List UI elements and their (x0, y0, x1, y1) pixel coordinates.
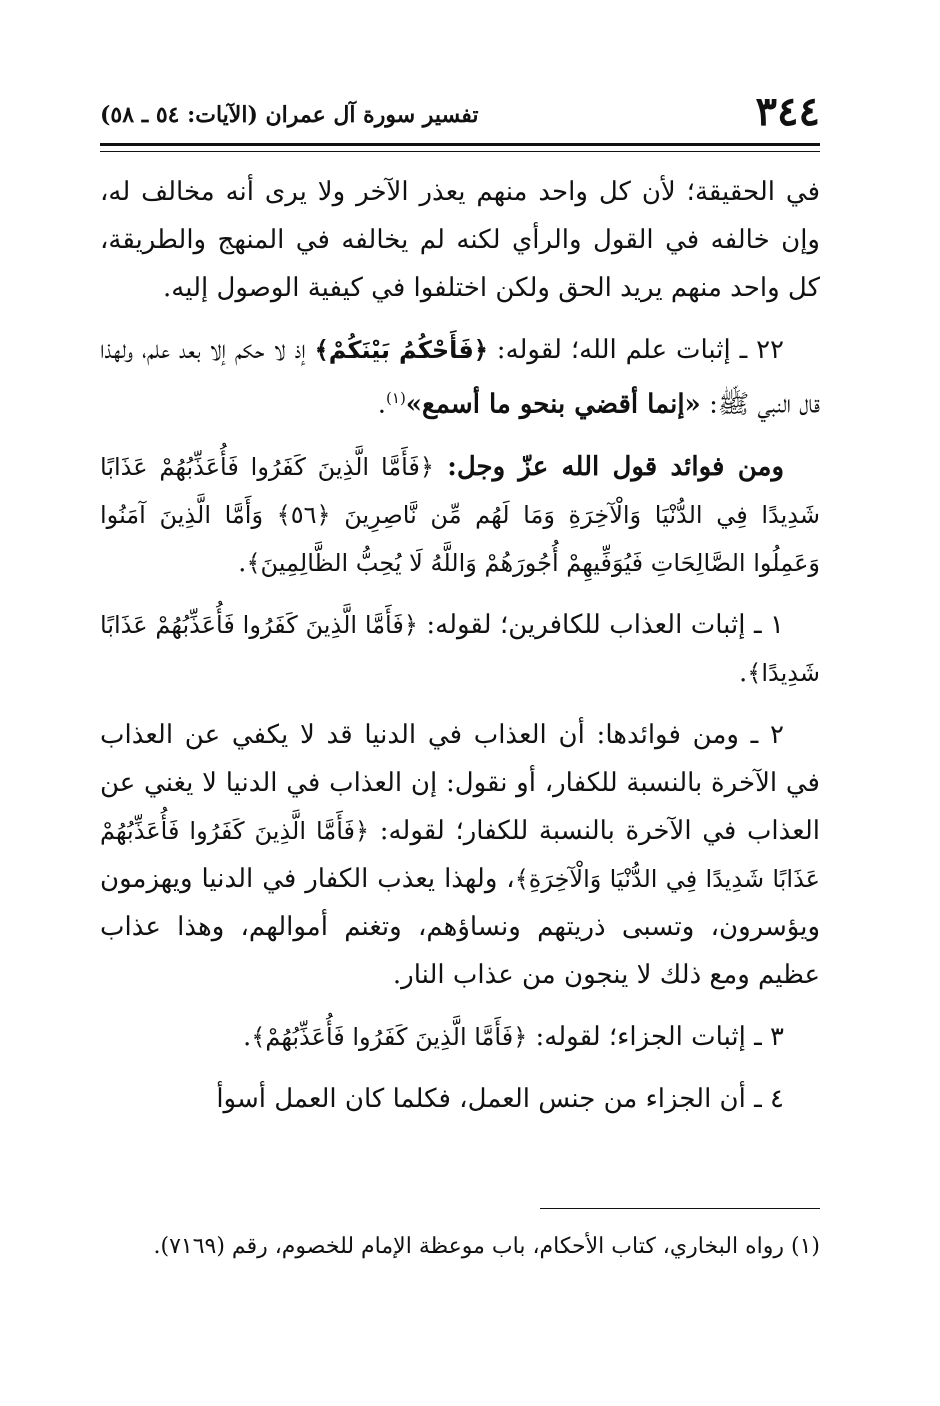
paragraph-7: ٤ ـ أن الجزاء من جنس العمل، فكلما كان العمل أسوأ (216, 1083, 784, 1114)
quran-quote: ﴿فَأَمَّا الَّذِينَ كَفَرُوا فَأُعَذِّبُهُمْ عَذَابًا شَدِيدًا﴾ (100, 610, 820, 687)
quran-quote: ﴿فَأَمَّا الَّذِينَ كَفَرُوا فَأُعَذِّبُهُمْ﴾ (251, 1022, 528, 1051)
page-number: ٣٤٤ (755, 88, 820, 135)
paragraph-5 (100, 711, 820, 999)
paragraph-3-end: . (238, 547, 247, 578)
footnote-ref: (١) (386, 389, 406, 407)
hadith-quote: «إنما أقضي بنحو ما أسمع» (405, 389, 701, 420)
paragraph-6-end: . (243, 1021, 252, 1052)
page-header (100, 88, 820, 135)
footnote-text: رواه البخاري، كتاب الأحكام، باب موعظة الإمام للخصوم، رقم (٧١٦٩). (153, 1234, 791, 1259)
paragraph-5-text-a: ٢ ـ ومن فوائدها: أن العذاب في الدنيا قد لا يكفي عن العذاب في الآخرة بالنسبة للكفار، أو نقول: إن العذاب في الدنيا لا يغني عن العذاب في الآخرة بالنسبة للكفار؛ لقوله: (100, 719, 820, 846)
footnote (100, 1226, 820, 1268)
paragraph-2-end: . (377, 389, 387, 420)
paragraph-1: في الحقيقة؛ لأن كل واحد منهم يعذر الآخر ولا يرى أنه مخالف له، وإن خالفه في القول والرأي لكنه لم يخالفه في المنهج والطريقة، كل واحد منهم يريد الحق ولكن اختلفوا في كيفية الوصول إليه. (100, 177, 820, 303)
quran-quote: ﴿فَأَمَّا الَّذِينَ كَفَرُوا فَأُعَذِّبُهُمْ عَذَابًا شَدِيدًا فِي الدُّنْيَا وَالْآخِرَةِ وَمَا لَهُم مِّن نَّاصِرِينَ ﴿٥٦﴾ وَأَمَّا الَّذِينَ آمَنُوا وَعَمِلُوا الصَّالِحَاتِ فَيُوَفِّيهِمْ أُجُورَهُمْ وَاللَّهُ لَا يُحِبُّ الظَّالِمِينَ﴾ (100, 452, 820, 577)
paragraph-2 (100, 326, 820, 429)
section-heading: ومن فوائد قول الله عزّ وجل: (433, 451, 784, 482)
main-text (100, 168, 820, 1137)
footnote-separator (540, 1208, 820, 1209)
quran-quote: ﴿فَأَحْكُمُ بَيْنَكُمْ﴾ (314, 336, 488, 364)
header-rule-thick (100, 143, 820, 146)
paragraph-6-text: ٣ ـ إثبات الجزاء؛ لقوله: (527, 1021, 784, 1052)
paragraph-4-end: . (739, 657, 748, 688)
paragraph-2-text-b: إذ لا حكم إلا بعد علم، ولهذا قال النبي ﷺ: (100, 335, 820, 420)
paragraph-4-text: ١ ـ إثبات العذاب للكافرين؛ لقوله: (417, 609, 784, 640)
quran-quote: ﴿فَأَمَّا الَّذِينَ كَفَرُوا فَأُعَذِّبُهُمْ عَذَابًا شَدِيدًا فِي الدُّنْيَا وَالْآخِرَةِ﴾ (100, 816, 820, 893)
paragraph-3 (100, 443, 820, 587)
footnote-marker: (١) (790, 1234, 820, 1259)
paragraph-2-text-a: ٢٢ ـ إثبات علم الله؛ لقوله: (487, 335, 785, 365)
paragraph-4 (100, 601, 820, 697)
header-rule-thin (100, 151, 820, 152)
paragraph-6 (100, 1013, 820, 1061)
running-title: تفسير سورة آل عمران (الآيات: ٥٤ ـ ٥٨) (100, 102, 479, 128)
paragraph-5-text-b: ، ولهذا يعذب الكفار في الدنيا ويهزمون ويؤسرون، وتسبى ذريتهم ونساؤهم، وتغنم أموالهم، وهذا عذاب عظيم ومع ذلك لا ينجون من عذاب النار. (100, 863, 820, 990)
footnote-1 (100, 1226, 820, 1268)
